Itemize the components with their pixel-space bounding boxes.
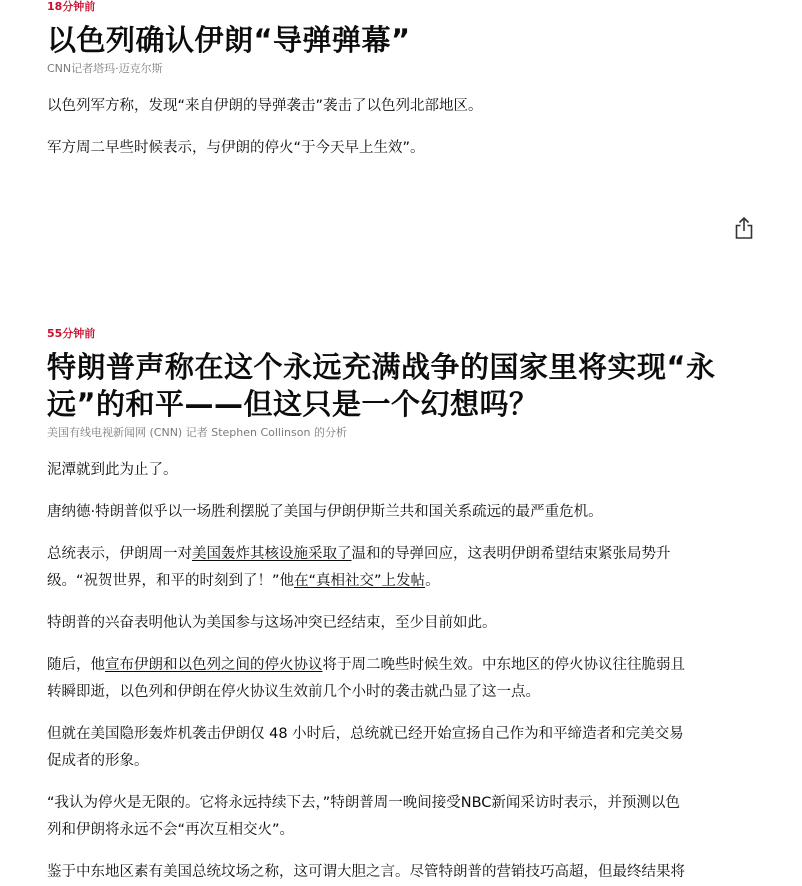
- text-span: 转瞬即逝，以色列和伊朗在停火协议生效前几个小时的袭击就凸显了这一点。: [47, 684, 540, 700]
- text-span: 列和伊朗将永远不会“再次互相交火”。: [47, 822, 295, 838]
- post-paragraph: 特朗普的兴奋表明他认为美国参与这场冲突已经结束，至少目前如此。: [47, 615, 497, 631]
- post-timestamp: 55分钟前: [47, 327, 96, 340]
- text-span: 总统表示，伊朗周一对: [47, 546, 192, 562]
- headline-line-2: 远”的和平——但这只是一个幻想吗？: [47, 387, 539, 421]
- post-paragraph: 以色列军方称，发现“来自伊朗的导弹袭击”袭击了以色列北部地区。: [47, 98, 483, 114]
- post-byline: 美国有线电视新闻网 (CNN) 记者 Stephen Collinson 的分析: [47, 426, 347, 439]
- text-span: 促成者的形象。: [47, 753, 149, 769]
- link-ceasefire-announcement[interactable]: 宣布伊朗和以色列之间的停火协议: [105, 657, 323, 673]
- live-post-missile-barrage: [47, 0, 755, 162]
- headline-line-1: 特朗普声称在这个永远充满战争的国家里将实现“永: [47, 350, 716, 384]
- text-span: 但就在美国隐形轰炸机袭击伊朗仅 48 小时后，总统就已经开始宣扬自己作为和平缔造者和完美交易: [47, 726, 684, 742]
- post-paragraph: 鉴于中东地区素有美国总统坟场之称，这可谓大胆之言。尽管特朗普的营销技巧高超，但最终结果将: [47, 864, 685, 880]
- post-paragraph: [47, 790, 755, 844]
- text-span: 。: [425, 573, 440, 589]
- text-span: 温和的导弹回应，这表明伊朗希望结束紧张局势升: [351, 546, 671, 562]
- post-paragraph: 唐纳德·特朗普似乎以一场胜利摆脱了美国与伊朗伊斯兰共和国关系疏远的最严重危机。: [47, 504, 603, 520]
- post-paragraph: [47, 721, 755, 775]
- text-span: 随后，他: [47, 657, 105, 673]
- text-span: 级。“祝贺世界，和平的时刻到了！”他: [47, 573, 295, 589]
- post-paragraph: 泥潭就到此为止了。: [47, 462, 178, 478]
- share-button[interactable]: [734, 216, 754, 240]
- link-us-bombing-nuclear[interactable]: 美国轰炸其核设施采取了: [192, 546, 352, 562]
- text-span: 将于周二晚些时候生效。中东地区的停火协议往往脆弱且: [322, 657, 685, 673]
- post-timestamp: 18分钟前: [47, 0, 96, 13]
- post-byline: CNN记者塔玛·迈克尔斯: [47, 62, 163, 75]
- link-truth-social-post[interactable]: 在“真相社交”上发帖: [294, 573, 426, 589]
- text-span: “我认为停火是无限的。它将永远持续下去，”特朗普周一晚间接受NBC新闻采访时表示，并预测以色: [47, 795, 680, 811]
- post-paragraph: [47, 652, 755, 706]
- post-paragraph: [47, 541, 755, 595]
- live-post-trump-peace-analysis: [47, 327, 755, 886]
- post-paragraph: 军方周二早些时候表示，与伊朗的停火“于今天早上生效”。: [47, 140, 425, 156]
- post-headline: [47, 349, 755, 423]
- share-icon: [734, 216, 754, 240]
- post-headline: 以色列确认伊朗“导弹弹幕”: [47, 23, 411, 57]
